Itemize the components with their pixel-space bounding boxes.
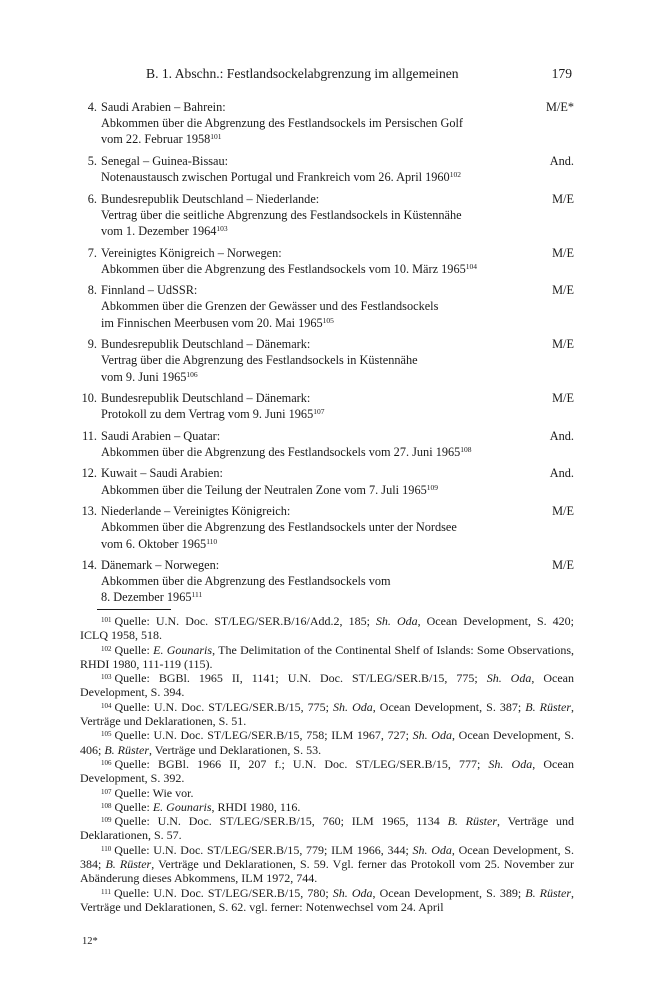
entry-number: 7. (87, 245, 97, 260)
entry-description-line: Abkommen über die Abgrenzung des Festlandsockels vom (101, 574, 391, 589)
footnote-text: Quelle: (114, 799, 153, 814)
entry-description-line: Abkommen über die Abgrenzung des Festlandsockels unter der Nordsee (101, 520, 457, 535)
entry-parties: Finnland – UdSSR: (101, 283, 198, 298)
author-name: Sh. Oda (488, 756, 533, 771)
footnote-text: , Verträge und Deklarationen, S. 59. Vgl. ferner das Protokoll vom 25. November zur Abänderung dieses Abkommens, ILM 1972, 744. (80, 857, 574, 886)
entry-body (101, 153, 532, 185)
footnote-number: 107 (101, 787, 112, 796)
author-name: Sh. Oda (412, 728, 452, 743)
footnote-number: 101 (101, 615, 112, 624)
entry-type: M/E (552, 191, 574, 206)
entry-description-line: Notenaustausch zwischen Portugal und Frankreich vom 26. April 1960$^{102}$ (101, 170, 461, 185)
entry-description-line: Vertrag über die seitliche Abgrenzung des Festlandsockels in Küstennähe (101, 207, 462, 222)
footnote-reference[interactable]: 108 (460, 444, 472, 454)
author-name: B. Rüster (525, 699, 571, 714)
footnote-reference[interactable]: 103 (216, 224, 228, 234)
author-name: E. Gounaris (153, 642, 213, 657)
entry-type: And. (549, 428, 574, 443)
entry-parties: Bundesrepublik Deutschland – Dänemark: (101, 337, 311, 352)
entry-number: 8. (87, 283, 97, 298)
entry-description-line: Vertrag über die Abgrenzung des Festlandsockels in Küstennähe (101, 353, 418, 368)
treaty-entry (80, 336, 574, 385)
footnote-text: , RHDI 1980, 116. (211, 799, 301, 814)
footnote-reference[interactable]: 106 (186, 369, 198, 379)
entry-type: M/E (552, 283, 574, 298)
entry-description-line: Protokoll zu dem Vertrag vom 9. Juni 1965$^{107}$ (101, 407, 325, 422)
entry-type: M/E (552, 391, 574, 406)
entry-parties: Senegal – Guinea-Bissau: (101, 153, 229, 168)
entry-type: M/E (552, 337, 574, 352)
entry-description-line: Abkommen über die Abgrenzung des Festlandsockels im Persischen Golf (101, 116, 464, 131)
author-name: B. Rüster (104, 742, 150, 757)
footnote (80, 643, 574, 672)
footnote (80, 843, 574, 886)
entry-number: 14. (81, 558, 97, 573)
author-name: Sh. Oda (333, 699, 373, 714)
entry-number: 10. (81, 391, 97, 406)
treaty-entry (80, 153, 574, 185)
footnote-text: , Ocean Development, S. 392. (80, 756, 574, 786)
entry-body (101, 428, 532, 460)
entry-description-line: im Finnischen Meerbusen vom 20. Mai 1965$^{105}$ (101, 315, 334, 330)
footnote (80, 800, 574, 814)
footnote-reference[interactable]: 107 (313, 407, 325, 417)
footnote (80, 814, 574, 843)
entry-type: M/E (552, 558, 574, 573)
footnote-text: Quelle: U.N. Doc. ST/LEG/SER.B/15, 775; (114, 699, 334, 714)
footnote-reference[interactable]: 105 (322, 315, 334, 325)
footnote-text: Quelle: U.N. Doc. ST/LEG/SER.B/15, 780; (113, 885, 333, 900)
entry-description-line: vom 9. Juni 1965$^{106}$ (101, 369, 198, 384)
treaty-entry (80, 390, 574, 422)
entry-body (101, 336, 532, 385)
footnote-number: 102 (101, 644, 112, 653)
footnote (80, 614, 574, 643)
footnote-number: 106 (101, 758, 112, 767)
entry-parties: Vereinigtes Königreich – Norwegen: (101, 245, 282, 260)
entry-parties: Bundesrepublik Deutschland – Niederlande: (101, 191, 320, 206)
entry-body (101, 503, 532, 552)
entry-description-line: 8. Dezember 1965$^{111}$ (101, 590, 203, 605)
footnote-number: 104 (101, 701, 112, 710)
entry-body (101, 390, 532, 422)
treaty-entry (80, 282, 574, 331)
author-name: B. Rüster (105, 857, 152, 871)
entry-body (101, 465, 532, 497)
footnote-text: , Ocean Development, S. 394. (80, 671, 574, 700)
treaty-entry (80, 245, 574, 277)
footnote (80, 886, 574, 915)
footnote-text: Quelle: BGBl. 1966 II, 207 f.; U.N. Doc. ST/LEG/SER.B/15, 777; (114, 756, 489, 771)
entry-description-line: Abkommen über die Grenzen der Gewässer und des Festlandsockels (101, 299, 439, 314)
entry-number: 6. (87, 191, 97, 206)
running-header (80, 66, 574, 86)
entry-description-line: vom 6. Oktober 1965$^{110}$ (101, 536, 218, 551)
entry-parties: Niederlande – Vereinigtes Königreich: (101, 504, 291, 519)
footnote-text: Quelle: U.N. Doc. ST/LEG/SER.B/15, 779; ILM 1966, 344; (114, 842, 413, 857)
author-name: Sh. Oda (486, 671, 532, 686)
entry-description-line: vom 1. Dezember 1964$^{103}$ (101, 224, 228, 239)
footnote-number: 108 (101, 801, 112, 810)
footnote-number: 109 (101, 816, 112, 825)
entry-number: 13. (81, 504, 97, 519)
entry-number: 11. (82, 428, 97, 443)
entry-body (101, 191, 532, 240)
footnote-number: 103 (101, 673, 112, 682)
footnote-text: , The Delimitation of the Continental Shelf of Islands: Some Observations, RHDI 1980, 111-119 (115). (80, 642, 574, 671)
entry-parties: Bundesrepublik Deutschland – Dänemark: (101, 391, 311, 406)
entry-type: And. (549, 466, 574, 481)
entry-type: And. (549, 153, 574, 168)
entry-body (101, 99, 532, 148)
page (80, 66, 574, 914)
footnote-reference[interactable]: 109 (426, 482, 438, 492)
entry-parties: Kuwait – Saudi Arabien: (101, 466, 223, 481)
footnote-text: Quelle: U.N. Doc. ST/LEG/SER.B/15, 758; ILM 1967, 727; (114, 728, 413, 743)
entry-body (101, 557, 532, 606)
entry-number: 5. (87, 153, 97, 168)
entry-type: M/E (552, 245, 574, 260)
footnote-text: , Ocean Development, S. 389; (372, 885, 526, 900)
footnote-text: , Verträge und Deklarationen, S. 53. (149, 742, 322, 757)
entry-body (101, 245, 532, 277)
entry-description-line: Abkommen über die Teilung der Neutralen Zone vom 7. Juli 1965$^{109}$ (101, 482, 438, 497)
footnote-text: , Ocean Development, S. 406; (80, 728, 574, 757)
treaty-entry (80, 503, 574, 552)
footnote-reference[interactable]: 101 (210, 132, 222, 142)
treaty-entry (80, 465, 574, 497)
footnote-number: 110 (101, 844, 112, 853)
footnote-separator (97, 609, 171, 610)
treaty-entry (80, 557, 574, 606)
treaty-entry (80, 191, 574, 240)
entry-type: M/E* (545, 100, 574, 114)
footnote-text: Quelle: U.N. Doc. ST/LEG/SER.B/15, 760; ILM 1965, 1134 (114, 814, 448, 829)
footnote-reference[interactable]: 104 (465, 261, 477, 271)
entry-description-line: Abkommen über die Abgrenzung des Festlandsockels vom 10. März 1965$^{104}$ (101, 261, 477, 276)
footnotes (80, 614, 574, 914)
footnote-text: Quelle: U.N. Doc. ST/LEG/SER.B/16/Add.2, 185; (114, 613, 376, 628)
author-name: B. Rüster (525, 885, 571, 900)
treaty-list (80, 99, 574, 606)
footnote-number: 105 (101, 730, 112, 739)
footnote-text: Quelle: (114, 642, 154, 657)
header-title: B. 1. Abschn.: Festlandsockelabgrenzung im allgemeinen (146, 66, 459, 81)
footnote-text: , Ocean Development, S. 384; (80, 842, 575, 871)
author-name: B. Rüster (447, 814, 498, 829)
entry-body (101, 282, 532, 331)
footnote (80, 757, 574, 786)
entry-parties: Dänemark – Norwegen: (101, 558, 220, 573)
treaty-entry (80, 428, 574, 460)
author-name: E. Gounaris (152, 799, 212, 814)
footnote-text: , Ocean Development, S. 387; (372, 699, 526, 714)
footnote-text: , Verträge und Deklarationen, S. 62. vgl. ferner: Notenwechsel vom 24. April (80, 885, 574, 914)
page-number: 179 (551, 66, 572, 81)
entry-type: M/E (552, 504, 574, 519)
footnote-reference[interactable]: 102 (449, 170, 461, 180)
footnote (80, 728, 574, 757)
footnote-number: 111 (101, 887, 111, 896)
entry-description-line: Abkommen über die Abgrenzung des Festlandsockels vom 27. Juni 1965$^{108}$ (101, 444, 472, 459)
author-name: Sh. Oda (412, 842, 452, 857)
entry-parties: Saudi Arabien – Quatar: (101, 428, 221, 443)
entry-number: 4. (87, 100, 97, 114)
footnote-text: Quelle: Wie vor. (114, 785, 194, 800)
footnote-reference[interactable]: 110 (206, 536, 218, 546)
treaty-entry (80, 99, 574, 148)
footnote (80, 786, 574, 800)
printer-signature: 12* (82, 936, 98, 947)
footnote-text: , Verträge und Deklarationen, S. 57. (80, 814, 574, 843)
entry-number: 9. (87, 337, 97, 352)
entry-parties: Saudi Arabien – Bahrein: (101, 100, 226, 114)
entry-number: 12. (81, 466, 97, 481)
footnote-reference[interactable]: 111 (191, 590, 203, 600)
entry-description-line: vom 22. Februar 1958$^{101}$ (101, 132, 222, 147)
footnote (80, 671, 574, 700)
footnote (80, 700, 574, 729)
footnote-text: Quelle: BGBl. 1965 II, 1141; U.N. Doc. ST/LEG/SER.B/15, 775; (114, 671, 487, 686)
footnote-text: , Ocean Development, S. 420; ICLQ 1958, 518. (80, 613, 574, 643)
author-name: Sh. Oda (332, 885, 373, 900)
author-name: Sh. Oda (375, 613, 418, 628)
footnote-text: , Verträge und Deklarationen, S. 51. (80, 699, 574, 729)
